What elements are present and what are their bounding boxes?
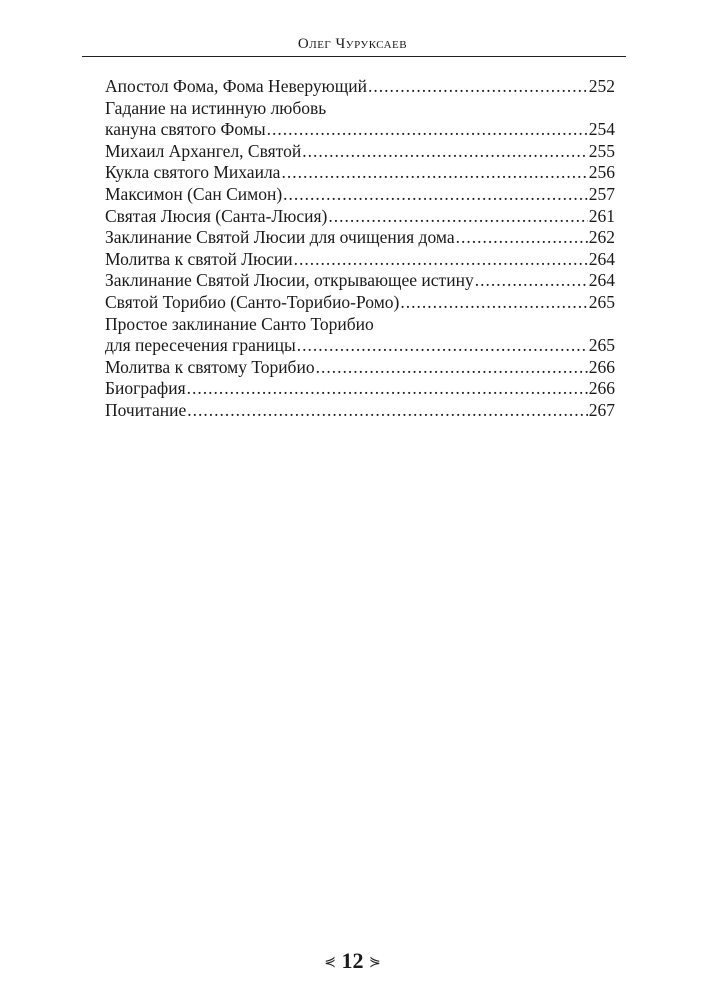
toc-entry-title: Максимон (Сан Симон) [105, 183, 283, 204]
table-of-contents [105, 76, 615, 422]
toc-entry [105, 141, 615, 163]
toc-entry-title: для пересечения границы [105, 335, 296, 356]
toc-entry [105, 357, 615, 379]
toc-entry-page: 257 [588, 183, 615, 204]
toc-entry-page: 267 [588, 399, 615, 420]
ornament-left-icon: ⋞ [324, 955, 336, 970]
toc-entry-title: Святая Люсия (Санта-Люсия) [105, 205, 328, 226]
toc-entry-title: Простое заклинание Санто Торибио [105, 313, 374, 334]
dot-leader [475, 270, 588, 292]
dot-leader [400, 292, 587, 314]
toc-entry-title: кануна святого Фомы [105, 119, 266, 140]
toc-entry-page: 254 [588, 119, 615, 140]
toc-entry-page: 266 [588, 378, 615, 399]
toc-entry [105, 400, 615, 422]
toc-entry-page: 264 [588, 270, 615, 291]
dot-leader [316, 357, 588, 379]
toc-entry-page: 262 [588, 227, 615, 248]
toc-entry [105, 119, 615, 141]
toc-entry [105, 162, 615, 184]
toc-entry-page: 261 [588, 205, 615, 226]
toc-entry-page: 256 [588, 162, 615, 183]
dot-leader [294, 249, 588, 271]
toc-entry-page: 264 [588, 248, 615, 269]
dot-leader [302, 141, 588, 163]
dot-leader [267, 119, 588, 141]
toc-entry-page: 255 [588, 140, 615, 161]
toc-entry-title: Молитва к святой Люсии [105, 248, 293, 269]
toc-entry-title: Апостол Фома, Фома Неверующий [105, 76, 367, 96]
dot-leader [283, 184, 588, 206]
toc-entry-title: Гадание на истинную любовь [105, 97, 327, 118]
toc-entry [105, 206, 615, 228]
toc-entry-title: Заклинание Святой Люсии для очищения дома [105, 227, 455, 248]
dot-leader [368, 76, 588, 98]
toc-entry [105, 314, 615, 336]
toc-entry-page: 265 [588, 291, 615, 312]
toc-entry [105, 76, 615, 98]
page-number-footer [0, 948, 705, 974]
toc-entry-page: 265 [588, 335, 615, 356]
dot-leader [297, 335, 588, 357]
toc-entry-title: Почитание [105, 399, 187, 420]
toc-entry-title: Заклинание Святой Люсии, открывающее истину [105, 270, 474, 291]
toc-entry [105, 292, 615, 314]
ornament-right-icon: ⋟ [369, 955, 381, 970]
toc-entry [105, 227, 615, 249]
dot-leader [187, 378, 588, 400]
toc-entry [105, 184, 615, 206]
dot-leader [187, 400, 588, 422]
toc-entry-title: Молитва к святому Торибио [105, 356, 315, 377]
toc-entry-title: Святой Торибио (Санто-Торибио-Ромо) [105, 291, 400, 312]
page-number: 12 [341, 948, 364, 973]
dot-leader [456, 227, 588, 249]
toc-entry-title: Кукла святого Михаила [105, 162, 281, 183]
toc-entry [105, 335, 615, 357]
toc-entry-page: 266 [588, 356, 615, 377]
dot-leader [281, 162, 587, 184]
header-rule [82, 56, 626, 57]
dot-leader [328, 206, 587, 228]
toc-entry [105, 98, 615, 120]
toc-entry-page: 252 [588, 76, 615, 96]
toc-entry-title: Михаил Архангел, Святой [105, 140, 302, 161]
running-header: Олег Чуруксаев [297, 36, 408, 52]
toc-entry-title: Биография [105, 378, 186, 399]
toc-entry [105, 270, 615, 292]
toc-entry [105, 378, 615, 400]
toc-entry [105, 249, 615, 271]
